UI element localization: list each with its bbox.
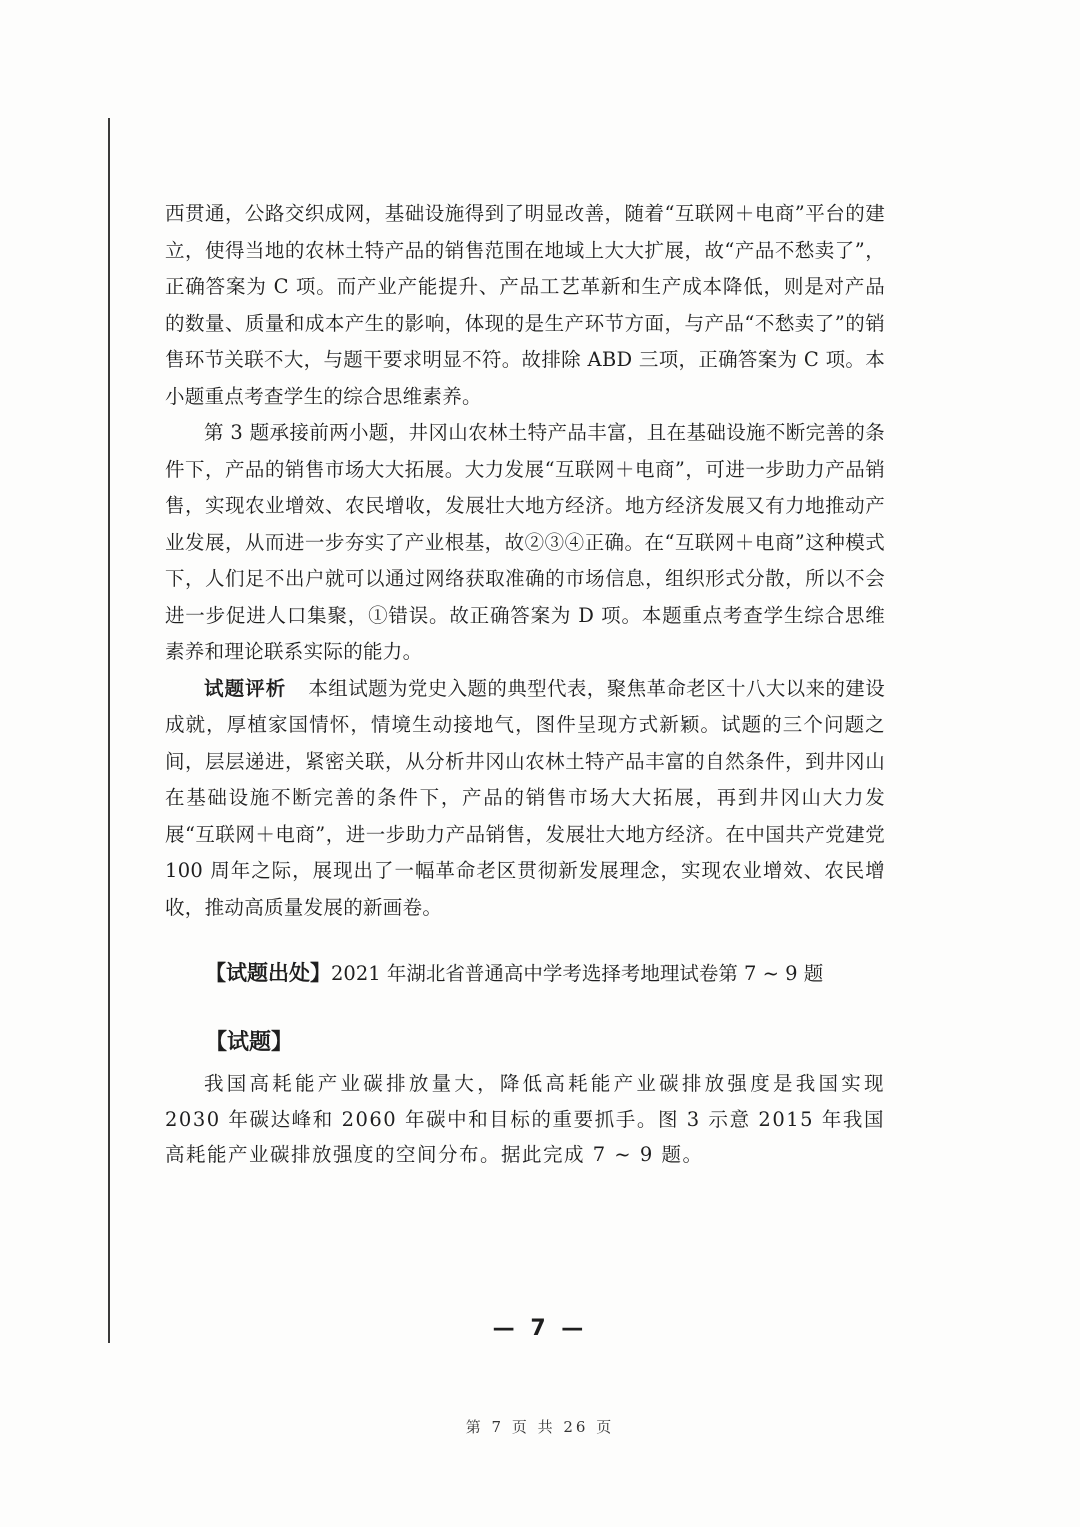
source-text: 2021 年湖北省普通高中学考选择考地理试卷第 7 ~ 9 题 <box>331 962 824 985</box>
paragraph-answer-explanation: 西贯通，公路交织成网，基础设施得到了明显改善，随着“互联网＋电商”平台的建立，使得当地的农林土特产品的销售范围在地域上大大扩展，故“产品不愁卖了”，正确答案为 C 项。而产业产能提升、产品工艺革新和生产成本降低，则是对产品的数量、质量和成本产生的影响，体现的是生产环节方面，与产品“不愁卖了”的销售环节关联不大，与题干要求明显不符。故排除 ABD 三项，正确答案为 C 项。本小题重点考查学生的综合思维素养。 <box>165 202 885 408</box>
binding-margin-line <box>108 118 110 1343</box>
question-text: 我国高耗能产业碳排放量大，降低高耗能产业碳排放强度是我国实现 2030 年碳达峰和 2060 年碳中和目标的重要抓手。图 3 示意 2015 年我国高耗能产业碳排放强度的空间分布。据此完成 7 ~ 9 题。 <box>165 1072 885 1166</box>
page-number: — 7 — <box>492 1316 588 1341</box>
source-line <box>205 958 823 989</box>
main-text-block <box>165 196 885 926</box>
paragraph-analysis <box>165 671 885 927</box>
analysis-text: 本组试题为党史入题的典型代表，聚焦革命老区十八大以来的建设成就，厚植家国情怀，情境生动接地气，图件呈现方式新颖。试题的三个问题之间，层层递进，紧密关联，从分析井冈山农林土特产品丰富的自然条件，到井冈山在基础设施不断完善的条件下，产品的销售市场大大拓展，再到井冈山大力发展“互联网＋电商”，进一步助力产品销售，发展壮大地方经济。在中国共产党建党 100 周年之际，展现出了一幅革命老区贯彻新发展理念，实现农业增效、农民增收，推动高质量发展的新画卷。 <box>165 676 885 919</box>
paragraph-question-3-explanation: 第 3 题承接前两小题，井冈山农林土特产品丰富，且在基础设施不断完善的条件下，产品的销售市场大大拓展。大力发展“互联网＋电商”，可进一步助力产品销售，实现农业增效、农民增收，发展壮大地方经济。地方经济发展又有力地推动产业发展，从而进一步夯实了产业根基，故②③④正确。在“互联网＋电商”这种模式下，人们足不出户就可以通过网络获取准确的市场信息，组织形式分散，所以不会进一步促进人口集聚，①错误。故正确答案为 D 项。本题重点考查学生综合思维素养和理论联系实际的能力。 <box>165 421 885 663</box>
analysis-label: 试题评析 <box>204 676 287 700</box>
source-label: 【试题出处】 <box>205 961 331 985</box>
question-heading: 【试题】 <box>205 1030 294 1055</box>
page-footer: 第 7 页 共 26 页 <box>465 1418 615 1436</box>
